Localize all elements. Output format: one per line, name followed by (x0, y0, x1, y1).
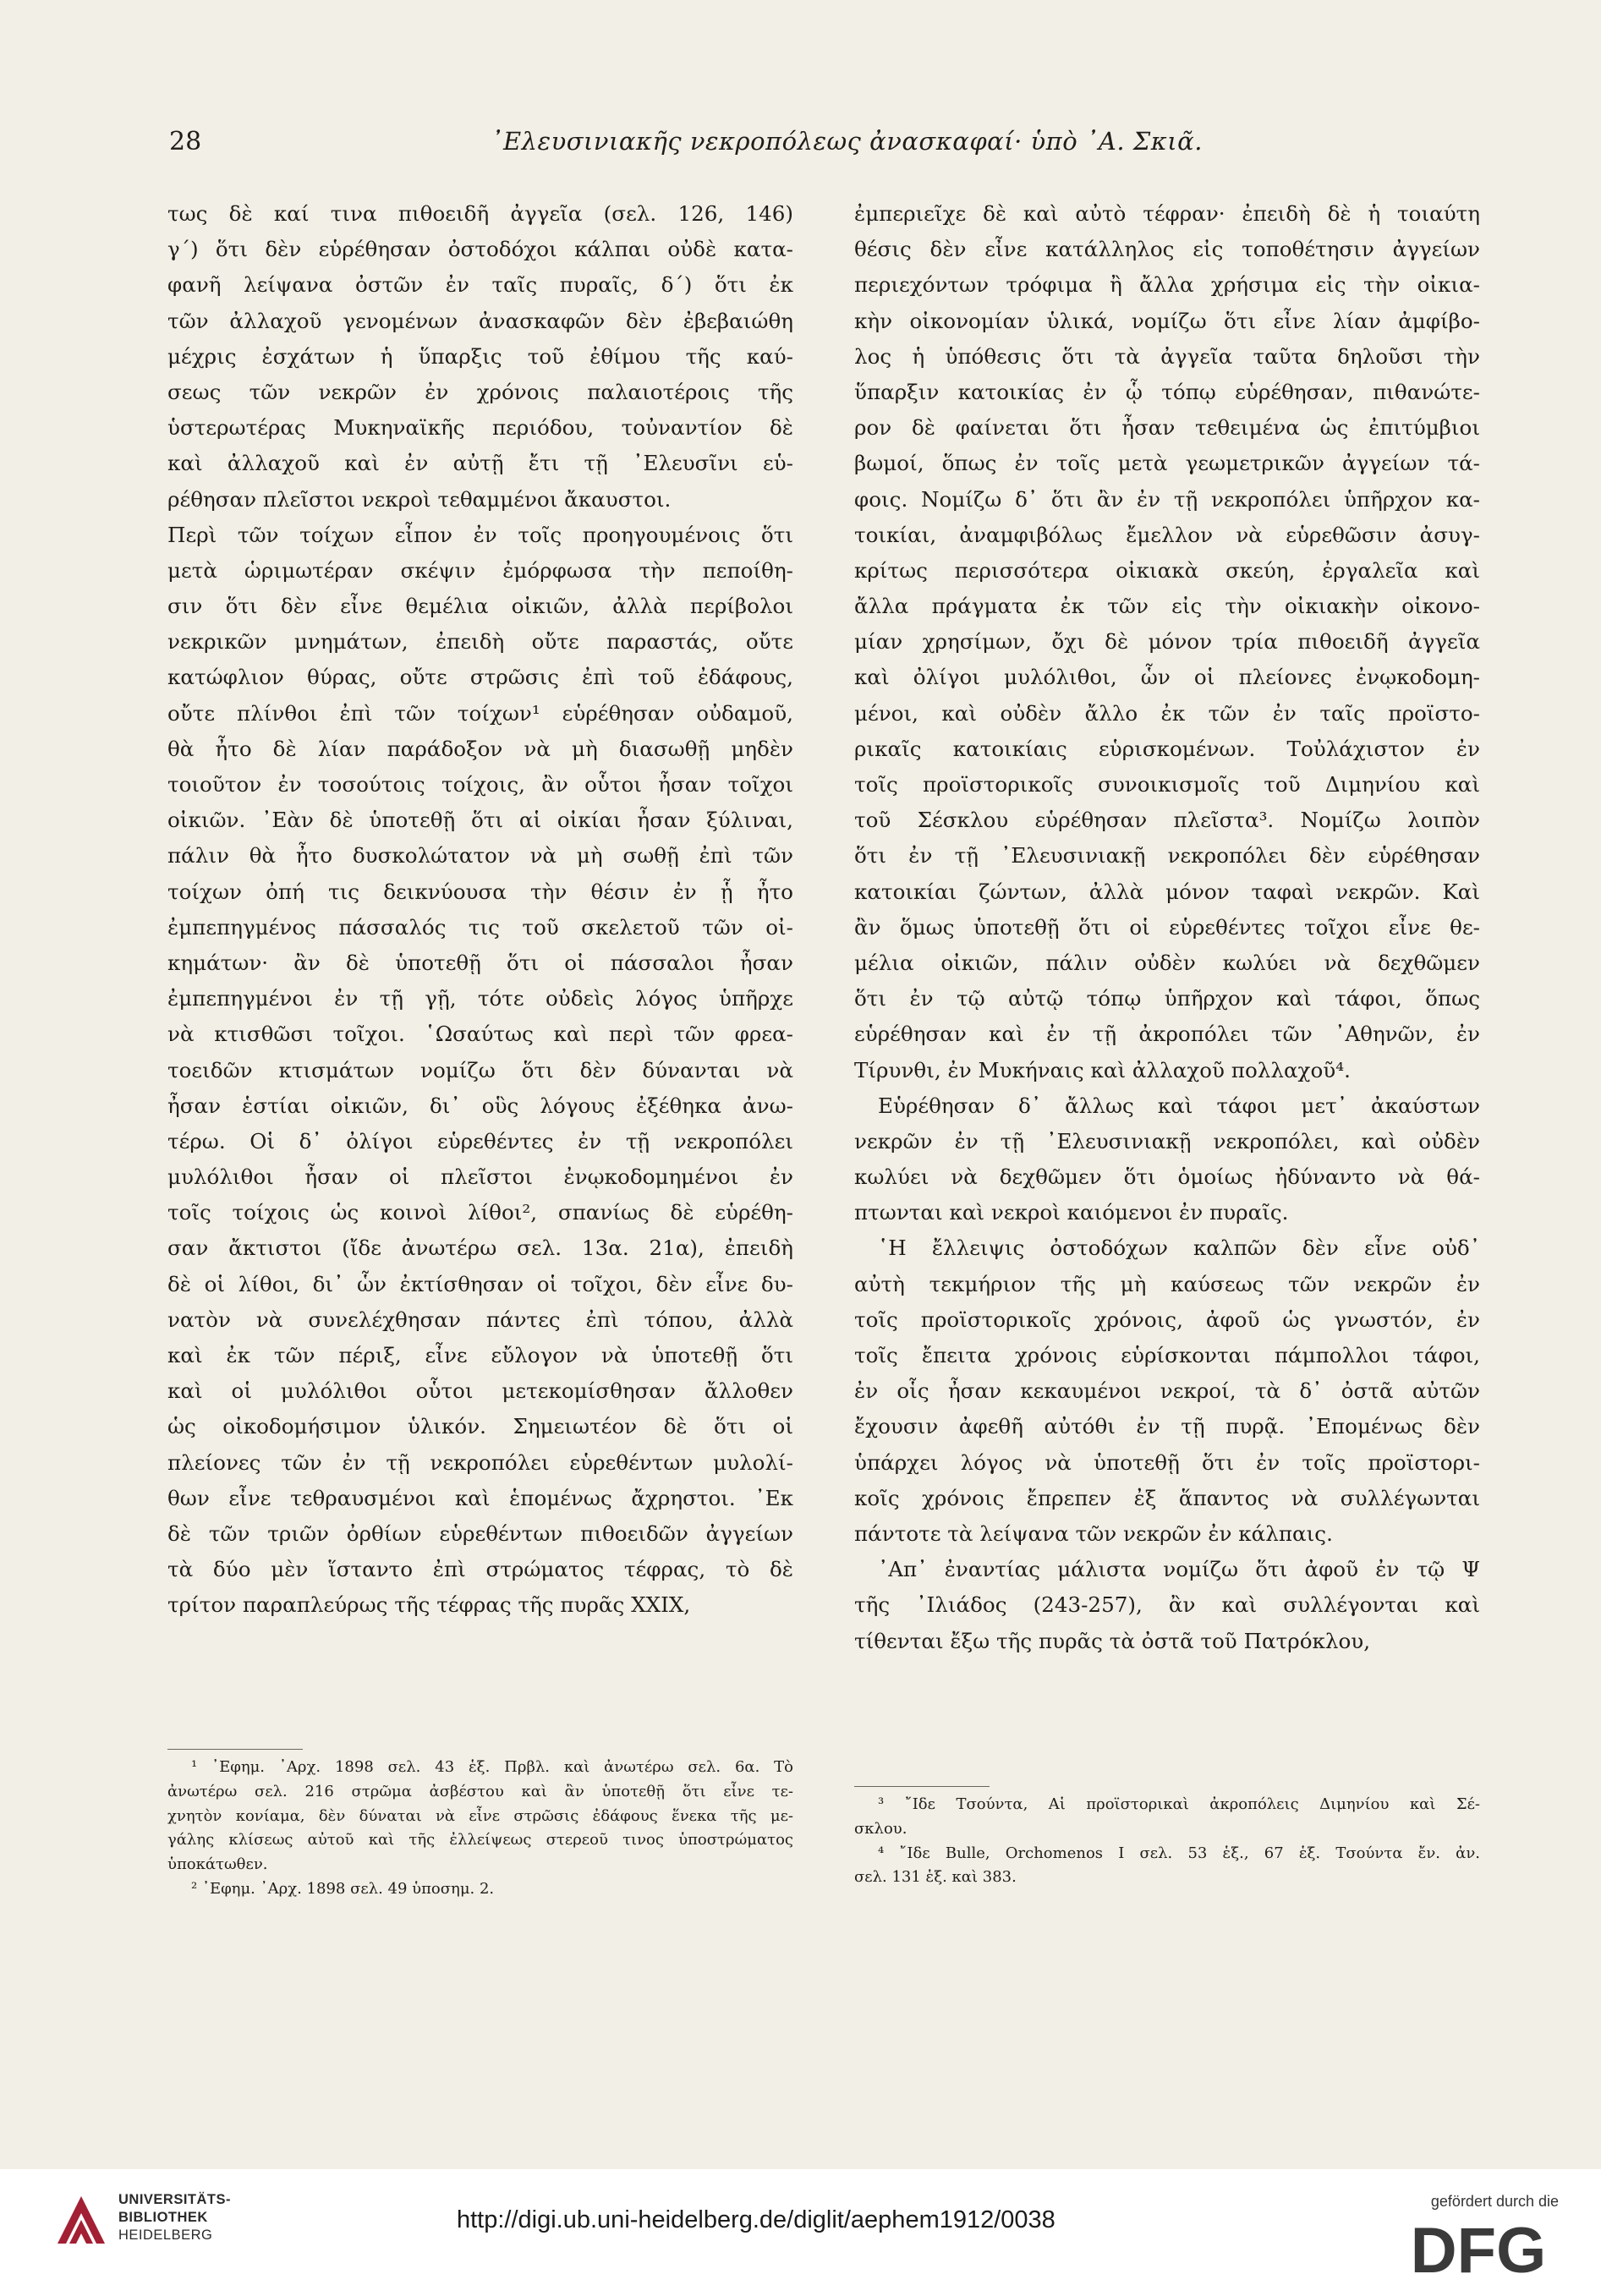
text-line: περιεχόντων τρόφιμα ἢ ἄλλα χρήσιμα εἰς τὴν οἰκια- (854, 272, 1480, 298)
footnote-line: ² ᾿Εφημ. ᾿Αρχ. 1898 σελ. 49 ὑποσημ. 2. (191, 1879, 495, 1898)
text-line: σαν ἄκτιστοι (ἴδε ἀνωτέρω σελ. 13α. 21α), ἐπειδὴ (167, 1236, 793, 1261)
text-line: μυλόλιθοι ἦσαν οἱ πλεῖστοι ἐνῳκοδομημένοι ἐν (167, 1164, 793, 1190)
text-line: πλείονες τῶν ἐν τῇ νεκροπόλει εὑρεθέντων μυλολί- (167, 1449, 793, 1475)
text-line: τοικίαι, ἀναμφιβόλως ἔμελλον νὰ εὑρεθῶσιν ἀσυγ- (854, 522, 1480, 547)
text-line: τίθενται ἔξω τῆς πυρᾶς τὰ ὀστᾶ τοῦ Πατρόκλου, (854, 1628, 1371, 1653)
text-line: τοῖς προϊστορικοῖς συνοικισμοῖς τοῦ Διμηνίου καὶ (854, 772, 1480, 797)
text-line: αὐτὴ τεκμήριον τῆς μὴ καύσεως τῶν νεκρῶν ἐν (854, 1271, 1480, 1296)
text-line: τοῖς προϊστορικοῖς χρόνοις, ἀφοῦ ὡς γνωστόν, ἐν (854, 1307, 1480, 1332)
text-line: ὅτι ἐν τῷ αὐτῷ τόπῳ ὑπῆρχον καὶ τάφοι, ὅπως (854, 986, 1480, 1011)
text-line: πτωνται καὶ νεκροὶ καιόμενοι ἐν πυραῖς. (854, 1200, 1289, 1225)
text-line: Περὶ τῶν τοίχων εἶπον ἐν τοῖς προηγουμένοις ὅτι (167, 522, 793, 547)
text-line: ὅτι ἐν τῇ ᾿Ελευσινιακῇ νεκροπόλει δὲν εὑρέθησαν (854, 843, 1480, 869)
text-line: καὶ ἀλλαχοῦ καὶ ἐν αὐτῇ ἔτι τῇ ᾿Ελευσῖνι εὑ- (167, 451, 793, 476)
text-line: ρέθησαν πλεῖστοι νεκροὶ τεθαμμένοι ἄκαυστοι. (167, 486, 672, 512)
funded-by-label: gefördert durch die (1430, 2193, 1559, 2210)
footnote-line: γάλης κλίσεως αὐτοῦ καὶ τῆς ἐλλείψεως στερεοῦ τινος ὑποστρώματος (167, 1831, 793, 1849)
text-line: φοις. Νομίζω δ᾿ ὅτι ἂν ἐν τῇ νεκροπόλει ὑπῆρχον κα- (854, 486, 1480, 512)
text-line: κωλύει νὰ δεχθῶμεν ὅτι ὁμοίως ἠδύναντο νὰ θά- (854, 1164, 1480, 1190)
library-name-line-2: BIBLIOTHEK (118, 2210, 208, 2225)
text-line: δὲ τῶν τριῶν ὀρθίων εὑρεθέντων πιθοειδῶν ἀγγείων (167, 1521, 793, 1546)
text-line: ἐν οἷς ἦσαν κεκαυμένοι νεκροί, τὰ δ᾿ ὀστᾶ αὐτῶν (854, 1378, 1480, 1404)
text-line: τῆς ᾿Ιλιάδος (243-257), ἂν καὶ συλλέγονται καὶ (854, 1592, 1480, 1618)
text-line: θὰ ἦτο δὲ λίαν παράδοξον νὰ μὴ διασωθῇ μηδὲν (167, 736, 793, 761)
footnote-divider-right (854, 1786, 990, 1787)
footnotes-right (854, 1793, 1480, 1890)
university-library-name (118, 2191, 231, 2244)
page-number: 28 (169, 127, 202, 156)
text-line: τέρω. Οἱ δ᾿ ὀλίγοι εὑρεθέντες ἐν τῇ νεκροπόλει (167, 1128, 793, 1153)
digitization-footer (0, 2169, 1601, 2296)
footnotes-left (167, 1756, 793, 1902)
text-line: ρικαῖς κατοικίαις εὑρισκομένων. Τοὐλάχιστον ἐν (854, 736, 1480, 761)
text-line: λος ἡ ὑπόθεσις ὅτι τὰ ἀγγεῖα ταῦτα δηλοῦσι τὴν (854, 343, 1480, 369)
text-line: νὰ κτισθῶσι τοῖχοι. ῾Ωσαύτως καὶ περὶ τῶν φρεα- (167, 1022, 793, 1047)
page-header (169, 127, 1398, 169)
dfg-logo-text: DFG (1410, 2218, 1547, 2279)
text-line: ὑπάρχει λόγος νὰ ὑποτεθῇ ὅτι ἐν τοῖς προϊστορι- (854, 1449, 1480, 1475)
text-line: τοῖς τοίχοις ὡς κοινοὶ λίθοι², σπανίως δὲ εὑρέθη- (167, 1200, 793, 1225)
footnote-line: χνητὸν κονίαμα, δὲν δύναται νὰ εἶνε στρῶσις ἐδάφους ἕνεκα τῆς με- (167, 1806, 793, 1825)
right-text-column (854, 196, 1480, 1659)
running-title: ᾿Ελευσινιακῆς νεκροπόλεως ἀνασκαφαί· ὑπὸ ᾿Α. Σκιᾶ. (491, 127, 1203, 156)
text-line: οἰκιῶν. ᾿Εὰν δὲ ὑποτεθῇ ὅτι αἱ οἰκίαι ἦσαν ξύλιναι, (167, 808, 793, 833)
text-line: καὶ οἱ μυλόλιθοι οὗτοι μετεκομίσθησαν ἄλλοθεν (167, 1378, 793, 1404)
text-line: νεκρῶν ἐν τῇ ᾿Ελευσινιακῇ νεκροπόλει, καὶ οὐδὲν (854, 1128, 1480, 1153)
text-line: τως δὲ καί τινα πιθοειδῆ ἀγγεῖα (σελ. 126, 146) (167, 201, 793, 226)
text-line: κοῖς χρόνοις ἔπρεπεν ἐξ ἅπαντος νὰ συλλέγωνται (854, 1485, 1480, 1510)
footnote-line: σελ. 131 ἑξ. καὶ 383. (854, 1868, 1017, 1887)
text-line: ἄλλα πράγματα ἐκ τῶν εἰς τὴν οἰκιακὴν οἰκονο- (854, 594, 1480, 619)
footnote-divider-left (167, 1749, 303, 1750)
library-name-line-3: HEIDELBERG (118, 2228, 213, 2243)
text-line: ἐμπεπηγμένος πάσσαλός τις τοῦ σκελετοῦ τῶν οἰ- (167, 914, 793, 940)
footnote-line: ⁴ ῎Ιδε Bulle, Orchomenos I σελ. 53 ἑξ., 67 ἑξ. Τσούντα ἔν. ἀν. (878, 1844, 1480, 1862)
text-line: κατοικίαι ζώντων, ἀλλὰ μόνον ταφαὶ νεκρῶν. Καὶ (854, 879, 1480, 904)
text-line: ὕπαρξιν κατοικίας ἐν ᾧ τόπῳ εὑρέθησαν, πιθανώτε- (854, 379, 1480, 404)
text-line: οὔτε πλίνθοι ἐπὶ τῶν τοίχων¹ εὑρέθησαν οὐδαμοῦ, (167, 700, 793, 726)
text-line: κρίτως περισσότερα οἰκιακὰ σκεύη, ἐργαλεῖα καὶ (854, 557, 1480, 583)
text-line: καὶ ὀλίγοι μυλόλιθοι, ὧν οἱ πλείονες ἐνῳκοδομη- (854, 665, 1480, 690)
text-line: κημάτων· ἂν δὲ ὑποτεθῇ ὅτι οἱ πάσσαλοι ἦσαν (167, 950, 793, 975)
text-line: θων εἶνε τεθραυσμένοι καὶ ἑπομένως ἄχρηστοι. ᾿Εκ (167, 1485, 793, 1510)
text-line: τοῦ Σέσκλου εὑρέθησαν πλεῖστα³. Νομίζω λοιπὸν (854, 808, 1480, 833)
text-line: γ΄) ὅτι δὲν εὑρέθησαν ὀστοδόχοι κάλπαι οὐδὲ κατα- (167, 237, 793, 262)
text-line: ρον δὲ φαίνεται ὅτι ἦσαν τεθειμένα ὡς ἐπιτύμβιοι (854, 415, 1480, 441)
dfg-logo-icon (1398, 2218, 1559, 2279)
text-line: μένοι, καὶ οὐδὲν ἄλλο ἐκ τῶν ἐν ταῖς προϊστο- (854, 700, 1480, 726)
university-library-logo-icon (51, 2189, 112, 2250)
text-line: καὶ ἐκ τῶν πέριξ, εἶνε εὔλογον νὰ ὑποτεθῇ ὅτι (167, 1343, 793, 1367)
text-line: σιν ὅτι δὲν εἶνε θεμέλια οἰκιῶν, ἀλλὰ περίβολοι (167, 594, 793, 619)
text-line: ὑστερωτέρας Μυκηναϊκῆς περιόδου, τοὐναντίον δὲ (167, 415, 793, 441)
footnote-line: ἀνωτέρω σελ. 216 στρῶμα ἀσβέστου καὶ ἂν ὑποτεθῇ ὅτι εἶνε τε- (167, 1782, 793, 1800)
text-line: τοῖς ἔπειτα χρόνοις εὑρίσκονται πάμπολλοι τάφοι, (854, 1343, 1480, 1367)
left-text-column (167, 196, 793, 1624)
text-line: πάλιν θὰ ἦτο δυσκολώτατον νὰ μὴ σωθῇ ἐπὶ τῶν (167, 843, 793, 869)
text-line: ᾿Απ᾿ ἐναντίας μάλιστα νομίζω ὅτι ἀφοῦ ἐν τῷ Ψ (878, 1557, 1480, 1582)
digitization-url-link[interactable]: http://digi.ub.uni-heidelberg.de/diglit/aephem1912/0038 (457, 2206, 1055, 2233)
text-line: δὲ οἱ λίθοι, δι᾿ ὧν ἐκτίσθησαν οἱ τοῖχοι, δὲν εἶνε δυ- (167, 1271, 793, 1296)
text-line: τοειδῶν κτισμάτων νομίζω ὅτι δὲν δύνανται νὰ (167, 1057, 793, 1082)
text-line: σεως τῶν νεκρῶν ἐν χρόνοις παλαιοτέροις τῆς (167, 379, 793, 404)
text-line: Εὑρέθησαν δ᾿ ἄλλως καὶ τάφοι μετ᾿ ἀκαύστων (878, 1093, 1480, 1118)
text-line: ἐμπεριεῖχε δὲ καὶ αὐτὸ τέφραν· ἐπειδὴ δὲ ἡ τοιαύτη (854, 201, 1480, 226)
text-line: θέσις δὲν εἶνε κατάλληλος εἰς τοποθέτησιν ἀγγείων (854, 237, 1480, 262)
text-line: τοιοῦτον ἐν τοσούτοις τοίχοις, ἂν οὗτοι ἦσαν τοῖχοι (167, 772, 793, 797)
text-line: κὴν οἰκονομίαν ὑλικά, νομίζω ὅτι εἶνε λίαν ἀμφίβο- (854, 308, 1480, 333)
text-line: ἔχουσιν ἀφεθῆ αὐτόθι ἐν τῇ πυρᾷ. ᾿Επομένως δὲν (854, 1414, 1480, 1439)
text-line: ἂν ὅμως ὑποτεθῇ ὅτι οἱ εὑρεθέντες τοῖχοι εἶνε θε- (854, 914, 1480, 940)
text-line: Τίρυνθι, ἐν Μυκήναις καὶ ἀλλαχοῦ πολλαχοῦ⁴. (854, 1057, 1351, 1082)
text-line: ἦσαν ἑστίαι οἰκιῶν, δι᾿ οὓς λόγους ἐξέθηκα ἀνω- (167, 1093, 793, 1118)
text-line: μέχρις ἐσχάτων ἡ ὕπαρξις τοῦ ἐθίμου τῆς καύ- (167, 343, 793, 369)
library-name-line-1: UNIVERSITÄTS- (118, 2192, 232, 2207)
text-line: μετὰ ὡριμωτέραν σκέψιν ἐμόρφωσα τὴν πεποίθη- (167, 557, 793, 583)
text-line: ῾Η ἔλλειψις ὀστοδόχων καλπῶν δὲν εἶνε οὐδ᾿ (878, 1236, 1480, 1261)
text-line: νεκρικῶν μνημάτων, ἐπειδὴ οὔτε παραστάς, οὔτε (167, 629, 793, 655)
text-line: εὑρέθησαν καὶ ἐν τῇ ἀκροπόλει τῶν ᾿Αθηνῶν, ἐν (854, 1022, 1480, 1047)
text-line: τῶν ἀλλαχοῦ γενομένων ἀνασκαφῶν δὲν ἐβεβαιώθη (167, 308, 793, 333)
text-line: μέλια οἰκιῶν, πάλιν οὐδὲν κωλύει νὰ δεχθῶμεν (854, 950, 1480, 975)
footnote-line: σκλου. (854, 1819, 907, 1838)
text-line: ἐμπεπηγμένοι ἐν τῇ γῇ, τότε οὐδεὶς λόγος ὑπῆρχε (167, 986, 793, 1011)
text-line: βωμοί, ὅπως ἐν τοῖς μετὰ γεωμετρικῶν ἀγγείων τά- (854, 451, 1480, 476)
footnote-line: ¹ ᾿Εφημ. ᾿Αρχ. 1898 σελ. 43 ἑξ. Πρβλ. καὶ ἀνωτέρω σελ. 6α. Τὸ (191, 1758, 793, 1776)
text-line: τὰ δύο μὲν ἵσταντο ἐπὶ στρώματος τέφρας, τὸ δὲ (167, 1557, 793, 1582)
text-line: νατὸν νὰ συνελέχθησαν πάντες ἐπὶ τόπου, ἀλλὰ (167, 1307, 793, 1332)
footnote-line: ὑποκάτωθεν. (167, 1855, 268, 1874)
text-line: φανῆ λείψανα ὀστῶν ἐν ταῖς πυραῖς, δ΄) ὅτι ἐκ (167, 272, 793, 298)
text-line: κατώφλιον θύρας, οὔτε στρῶσις ἐπὶ τοῦ ἐδάφους, (167, 665, 793, 690)
text-line: πάντοτε τὰ λείψανα τῶν νεκρῶν ἐν κάλπαις. (854, 1521, 1333, 1546)
footnote-line: ³ ῎Ιδε Τσούντα, Αἱ προϊστορικαὶ ἀκροπόλεις Διμηνίου καὶ Σέ- (878, 1795, 1480, 1813)
text-line: ὡς οἰκοδομήσιμον ὑλικόν. Σημειωτέον δὲ ὅτι οἱ (167, 1414, 793, 1439)
text-line: τοίχων ὀπή τις δεικνύουσα τὴν θέσιν ἐν ᾗ ἦτο (167, 879, 793, 904)
text-line: μίαν χρησίμων, ὄχι δὲ μόνον τρία πιθοειδῆ ἀγγεῖα (854, 629, 1480, 655)
text-line: τρίτον παραπλεύρως τῆς τέφρας τῆς πυρᾶς XXIX, (167, 1592, 691, 1618)
